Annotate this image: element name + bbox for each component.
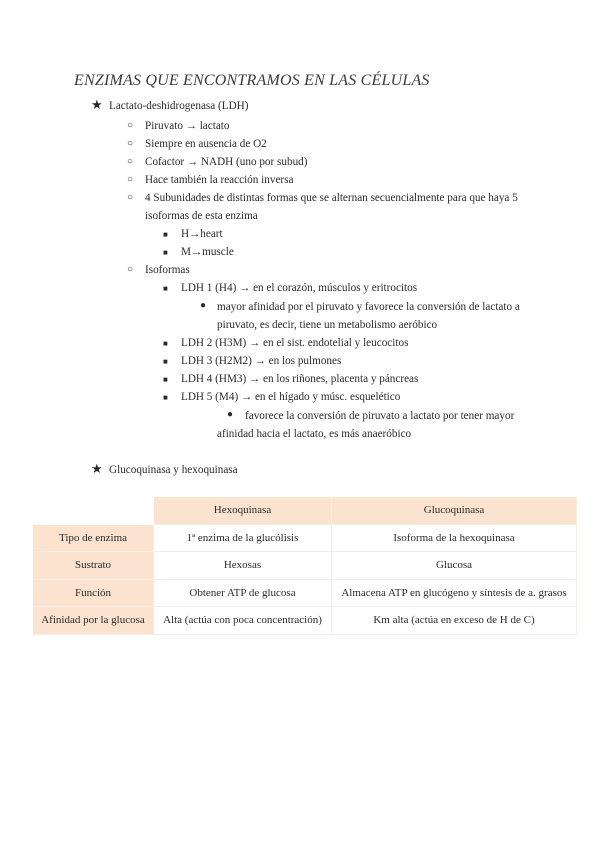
- circle-bullet-icon: ○: [127, 192, 134, 203]
- list-item-continuation: piruvato, es decir, tiene un metabolismo aeróbico: [217, 319, 438, 331]
- table-cell: Isoforma de la hexoquinasa: [332, 525, 577, 553]
- row-label: Afinidad por la glucosa: [33, 607, 154, 635]
- square-bullet-icon: ■: [163, 230, 168, 239]
- square-bullet-icon: ■: [163, 393, 168, 402]
- circle-bullet-icon: ○: [127, 156, 134, 167]
- list-item: 4 Subunidades de distintas formas que se alternan secuencialmente para que haya 5: [145, 192, 518, 204]
- table-cell: Obtener ATP de glucosa: [154, 580, 332, 608]
- star-bullet-icon: ★: [91, 461, 103, 476]
- table-cell: Km alta (actúa en exceso de H de C): [332, 607, 577, 635]
- table-cell: Almacena ATP en glucógeno y síntesis de a. grasos: [332, 580, 577, 608]
- list-item: M→muscle: [181, 246, 234, 258]
- list-item: Piruvato → lactato: [145, 120, 230, 132]
- list-item: LDH 2 (H3M) → en el sist. endotelial y leucocitos: [181, 337, 409, 349]
- square-bullet-icon: ■: [163, 375, 168, 384]
- circle-bullet-icon: ○: [127, 264, 134, 275]
- table-cell: Hexosas: [154, 552, 332, 580]
- table-cell: 1ª enzima de la glucólisis: [154, 525, 332, 553]
- page-title: ENZIMAS QUE ENCONTRAMOS EN LAS CÉLULAS: [74, 72, 430, 89]
- section-heading-glucoquinasa: Glucoquinasa y hexoquinasa: [109, 464, 238, 476]
- square-bullet-icon: ■: [163, 284, 168, 293]
- list-item: LDH 4 (HM3) → en los riñones, placenta y páncreas: [181, 373, 419, 385]
- list-item: Isoformas: [145, 264, 190, 276]
- list-item: Hace también la reacción inversa: [145, 174, 294, 186]
- column-header-hexoquinasa: Hexoquinasa: [154, 497, 332, 525]
- table-row: [33, 607, 577, 635]
- table-row: [33, 552, 577, 580]
- table-corner-cell: [33, 497, 154, 525]
- list-item: Siempre en ausencia de O2: [145, 138, 267, 150]
- square-bullet-icon: ■: [163, 339, 168, 348]
- square-bullet-icon: ■: [163, 248, 168, 257]
- row-label: Sustrato: [33, 552, 154, 580]
- list-item-continuation: isoformas de esta enzima: [145, 210, 258, 222]
- table-header-row: [33, 497, 577, 525]
- table-cell: Alta (actúa con poca concentración): [154, 607, 332, 635]
- list-item-continuation: afinidad hacia el lactato, es más anaeróbico: [217, 428, 412, 440]
- list-item: Cofactor → NADH (uno por subud): [145, 156, 308, 168]
- list-item: favorece la conversión de piruvato a lactato por tener mayor: [245, 410, 515, 422]
- list-item: H→heart: [181, 228, 223, 240]
- row-label: Función: [33, 580, 154, 608]
- table-row: [33, 525, 577, 553]
- dot-bullet-icon: ●: [200, 300, 207, 311]
- column-header-glucoquinasa: Glucoquinasa: [332, 497, 577, 525]
- table-cell: Glucosa: [332, 552, 577, 580]
- list-item: LDH 5 (M4) → en el hígado y músc. esquelético: [181, 391, 401, 403]
- list-item: mayor afinidad por el piruvato y favorece la conversión de lactato a: [217, 301, 520, 313]
- comparison-table: [33, 497, 577, 635]
- square-bullet-icon: ■: [163, 357, 168, 366]
- circle-bullet-icon: ○: [127, 138, 134, 149]
- row-label: Tipo de enzima: [33, 525, 154, 553]
- dot-bullet-icon: ●: [227, 409, 234, 420]
- list-item: LDH 1 (H4) → en el corazón, músculos y eritrocitos: [181, 282, 418, 294]
- table-row: [33, 580, 577, 608]
- section-heading-ldh: Lactato-deshidrogenasa (LDH): [109, 100, 249, 112]
- list-item: LDH 3 (H2M2) → en los pulmones: [181, 355, 342, 367]
- circle-bullet-icon: ○: [127, 174, 134, 185]
- star-bullet-icon: ★: [91, 97, 103, 112]
- circle-bullet-icon: ○: [127, 120, 134, 131]
